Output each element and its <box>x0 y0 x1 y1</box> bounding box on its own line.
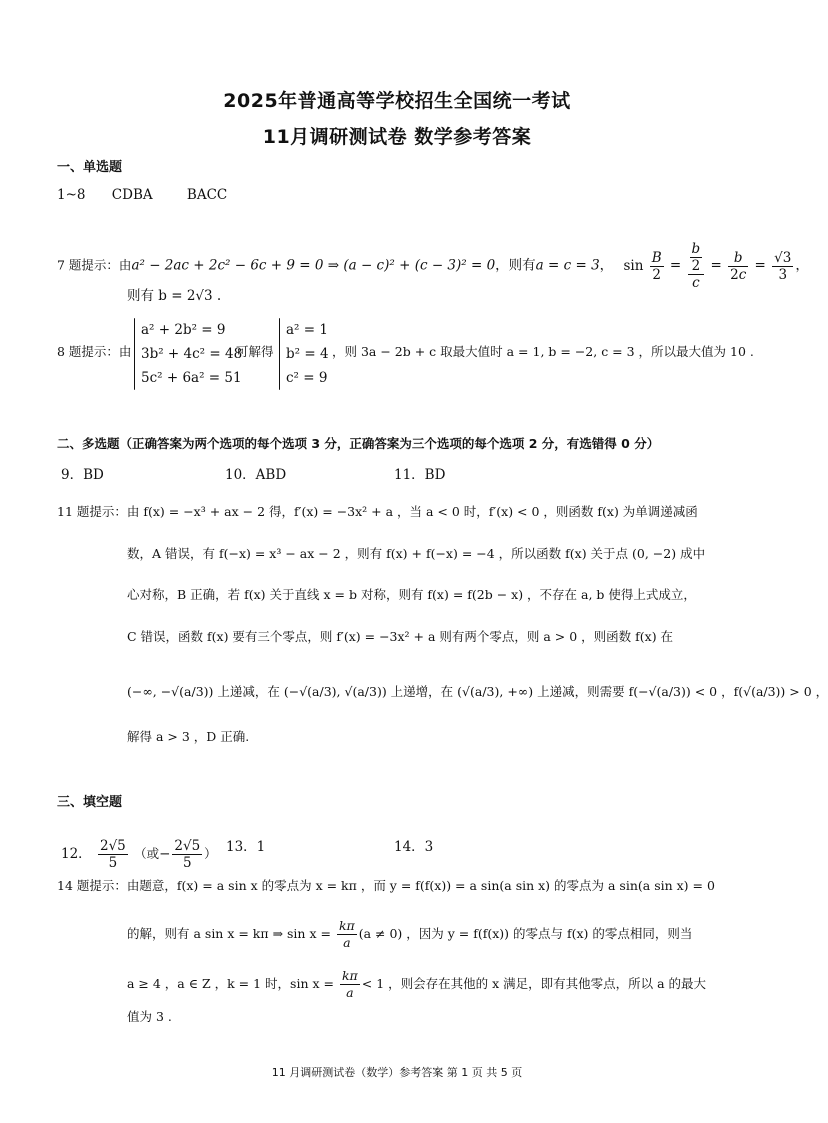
hint-7-equation: a² − 2ac + 2c² − 6c + 9 = 0 ⇒ (a − c)² + (c − 3)² = 0 <box>131 257 496 274</box>
answer-12-alt-open: （或 <box>134 846 160 861</box>
fraction-b2-over-c: $\frac{\frac{b}{2}}{c}$ <box>688 241 705 291</box>
exam-title: 2025年普通高等学校招生全国统一考试 <box>223 90 571 112</box>
hint-14-line3 <box>127 968 706 1001</box>
hint-11-interval-2: (−√(a/3), √(a/3)) 上递增，在 <box>283 684 454 699</box>
hint-7-label: 7 题提示：由 <box>57 257 132 273</box>
hint-14-l2-b: (a ≠ 0) ，因为 y = f(f(x)) 的零点与 f(x) 的零点相同，则当 <box>358 926 693 941</box>
hint-11-line1: 11 题提示：由 f(x) = −x³ + ax − 2 得，f′(x) = −3x² + a ，当 a < 0 时，f′(x) < 0 ，则函数 f(x) 为单调递减函 <box>57 504 698 519</box>
hint-7-ac: a = c = 3 <box>535 257 600 274</box>
hint-7-line1: 7 题提示：由a² − 2ac + 2c² − 6c + 9 = 0 ⇒ (a − c)² + (c − 3)² = 0，则有a = c = 3， sin $\frac{B}{2}$ = $\frac{\frac{b}{2}}{c}$ = $\frac{b}{2c}$ = $\frac{√3}{3}$ ， <box>57 241 809 291</box>
hint-14-l2-a: 的解，则有 a sin x = kπ ⇒ sin x = <box>127 926 331 941</box>
hint-11-line6: 解得 a > 3 ，D 正确. <box>127 729 250 744</box>
hint-14-line4: 值为 3 . <box>127 1009 172 1024</box>
hint-8-label <box>57 343 131 361</box>
section-heading-single-choice: 一、单选题 <box>57 160 123 175</box>
hint-11-line2: 数，A 错误，有 f(−x) = x³ − ax − 2 ，则有 f(x) + f(−x) = −4 ，所以函数 f(x) 关于点 (0, −2) 成中 <box>127 546 706 561</box>
hint-8-prefix: 8 题提示：由 <box>57 344 132 359</box>
section-heading-fill-blank: 三、填空题 <box>57 795 123 810</box>
hint-14-line1: 14 题提示：由题意，f(x) = a sin x 的零点为 x = kπ ，而 y = f(f(x)) = a sin(a sin x) 的零点为 a sin(a sin x) = 0 <box>57 878 715 893</box>
system-1-eq-3: 5c² + 6a² = 51 <box>141 370 242 386</box>
hint-8-system-2 <box>286 318 329 390</box>
hint-8-conclusion: ，则 3a − 2b + c 取最大值时 a = 1, b = −2, c = 3 ，所以最大值为 10 . <box>332 344 754 359</box>
system-brace-left <box>134 318 135 390</box>
hint-7-line2: 则有 b = 2√3 . <box>127 288 222 304</box>
system-2-eq-1: a² = 1 <box>286 322 328 338</box>
hint-7-then: ，则有 <box>495 257 536 274</box>
section-heading-multi-choice: 二、多选题（正确答案为两个选项的每个选项 3 分，正确答案为三个选项的每个选项 2 分，有选错得 0 分） <box>57 436 660 451</box>
fraction-kpi-over-a-2: $\frac{k\pi}{a}$ <box>341 968 358 1000</box>
fraction-neg-2sqrt5-over-5: $\frac{2√5}{5}$ <box>174 838 201 871</box>
hint-11-interval-3: (√(a/3), +∞) 上递减，则需要 <box>457 684 625 699</box>
hint-11-conditions: f(−√(a/3)) < 0 ，f(√(a/3)) > 0 ， <box>628 684 828 699</box>
page-footer: 11 月调研测试卷（数学）参考答案 第 1 页 共 5 页 <box>271 1066 523 1079</box>
hint-8-solve-text: 可解得 <box>236 344 274 359</box>
hint-14-l3-a: a ≥ 4 ，a ∈ Z ，k = 1 时，sin x = <box>127 976 334 991</box>
answers-5-8: BACC <box>186 187 228 203</box>
system-1-eq-1: a² + 2b² = 9 <box>141 322 226 338</box>
answers-label: 1~8 <box>57 187 86 203</box>
answer-12-alt-close: ） <box>204 846 217 861</box>
hint-11-interval-1: (−∞, −√(a/3)) 上递减，在 <box>127 684 280 699</box>
fraction-2sqrt5-over-5: $\frac{2√5}{5}$ <box>99 838 126 871</box>
system-2-eq-2: b² = 4 <box>286 346 329 362</box>
hint-11-line3: 心对称，B 正确，若 f(x) 关于直线 x = b 对称，则有 f(x) = f(2b − x) ，不存在 a, b 使得上式成立， <box>127 587 696 602</box>
fraction-B-over-2: $\frac{B}{2}$ <box>651 249 662 283</box>
hint-7-sin: sin <box>623 257 644 274</box>
answers-1-8 <box>57 186 227 204</box>
answer-14: 14．3 <box>394 839 434 855</box>
hint-14-l3-b: < 1 ，则会存在其他的 x 满足，即有其他零点，所以 a 的最大 <box>361 976 707 991</box>
exam-subtitle: 11月调研测试卷 数学参考答案 <box>262 126 532 148</box>
answer-11: 11．BD <box>394 467 446 483</box>
answer-13: 13．1 <box>226 839 266 855</box>
system-1-eq-2: 3b² + 4c² = 48 <box>141 346 243 362</box>
answer-9: 9．BD <box>61 467 104 483</box>
fraction-sqrt3-over-3: $\frac{√3}{3}$ <box>774 249 792 283</box>
hint-8-mid <box>236 343 274 361</box>
answer-12: 12． $\frac{2√5}{5}$ （或− $\frac{2√5}{5}$ ） <box>61 838 217 871</box>
answers-1-4: CDBA <box>111 187 153 203</box>
hint-14-line2 <box>127 918 692 951</box>
system-2-eq-3: c² = 9 <box>286 370 328 386</box>
answer-12-label: 12． <box>61 846 92 862</box>
fraction-b-over-2c: $\frac{b}{2c}$ <box>730 249 747 283</box>
hint-8-system-1 <box>141 318 242 390</box>
hint-11-line5 <box>127 683 828 701</box>
answer-10: 10．ABD <box>225 467 287 483</box>
hint-11-line4: C 错误，函数 f(x) 要有三个零点，则 f′(x) = −3x² + a 则有两个零点，则 a > 0 ，则函数 f(x) 在 <box>127 629 674 644</box>
system-brace-right <box>279 318 280 390</box>
fraction-kpi-over-a: $\frac{k\pi}{a}$ <box>338 918 355 950</box>
